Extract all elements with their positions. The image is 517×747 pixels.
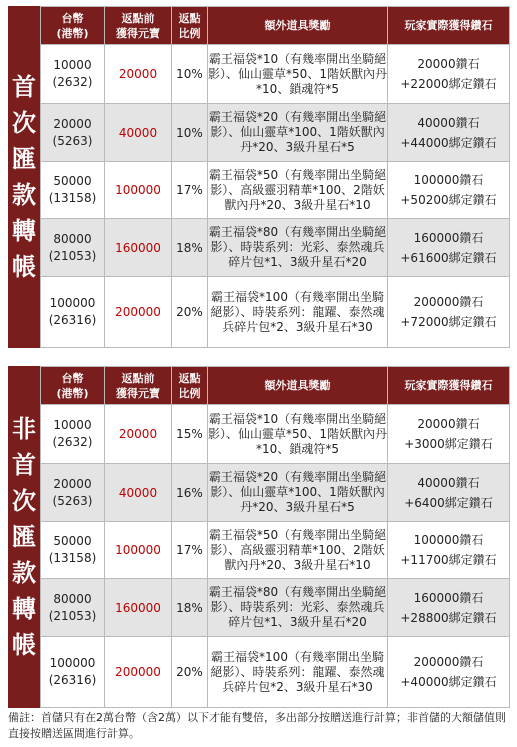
coins-cell: 200000 [105, 637, 172, 708]
diamond-amount: 40000鑽石 [417, 475, 480, 490]
coins-cell: 100000 [105, 162, 172, 219]
rate-cell: 18% [172, 579, 208, 637]
diamond-amount: 100000鑽石 [413, 173, 484, 187]
rate-cell: 10% [172, 104, 208, 162]
bound-diamond-amount: +28800綁定鑽石 [400, 610, 497, 625]
bonus-cell: 霸王福袋*50（有幾率開出坐騎絕影）、高級靈羽精華*100、2階妖獸內丹*20、3級升星石*10 [208, 522, 388, 579]
price-twd: 20000 [53, 476, 92, 491]
rate-cell: 17% [172, 162, 208, 219]
rate-cell: 17% [172, 522, 208, 579]
table-row [41, 277, 510, 348]
table-row [41, 405, 510, 464]
price-hkd: (5263) [52, 493, 93, 508]
diamond-amount: 200000鑽石 [413, 295, 484, 309]
bonus-cell: 霸王福袋*20（有幾率開出坐騎絕影）、仙山靈草*100、1階妖獸內丹*20、3級升星石*5 [208, 464, 388, 522]
table-row [41, 104, 510, 162]
header-bonus: 額外道具獎勵 [208, 367, 388, 405]
rate-cell: 10% [172, 45, 208, 104]
rate-cell: 20% [172, 277, 208, 348]
header-price: 台幣 (港幣) [41, 367, 105, 405]
price-hkd: (2632) [52, 75, 93, 89]
table-body [41, 45, 510, 348]
bound-diamond-amount: +11700綁定鑽石 [400, 553, 497, 567]
coins-cell: 40000 [105, 104, 172, 162]
player-cell [388, 579, 510, 637]
price-hkd: (2632) [52, 435, 93, 449]
header-price: 台幣 (港幣) [41, 7, 105, 45]
price-twd: 20000 [53, 116, 92, 131]
price-hkd: (26316) [48, 313, 97, 327]
header-player-diamonds: 玩家實際獲得鑽石 [388, 7, 510, 45]
table-row [41, 162, 510, 219]
header-bonus: 額外道具獎勵 [208, 7, 388, 45]
diamond-amount: 100000鑽石 [413, 533, 484, 547]
bonus-cell: 霸王福袋*50（有幾率開出坐騎絕影）、高級靈羽精華*100、2階妖獸內丹*20、3級升星石*10 [208, 162, 388, 219]
player-cell [388, 104, 510, 162]
coins-cell: 160000 [105, 219, 172, 277]
bonus-cell: 霸王福袋*100（有幾率開出坐騎絕影）、時裝系列：龍躍、泰然魂兵碎片包*2、3級升星石*30 [208, 637, 388, 708]
bound-diamond-amount: +22000綁定鑽石 [400, 77, 497, 91]
bound-diamond-amount: +61600綁定鑽石 [400, 250, 497, 265]
player-cell [388, 162, 510, 219]
coins-cell: 160000 [105, 579, 172, 637]
bonus-cell: 霸王福袋*100（有幾率開出坐騎絕影）、時裝系列：龍躍、泰然魂兵碎片包*2、3級升星石*30 [208, 277, 388, 348]
diamond-amount: 200000鑽石 [413, 655, 484, 669]
price-cell [41, 579, 105, 637]
price-cell [41, 464, 105, 522]
bonus-cell: 霸王福袋*80（有幾率開出坐騎絕影）、時裝系列：光彩、泰然魂兵碎片包*1、3級升星石*20 [208, 219, 388, 277]
price-cell [41, 522, 105, 579]
table-row [41, 45, 510, 104]
bound-diamond-amount: +40000綁定鑽石 [400, 675, 497, 689]
table-row [41, 219, 510, 277]
player-cell [388, 637, 510, 708]
diamond-amount: 160000鑽石 [413, 590, 484, 605]
first-transfer-section [8, 6, 509, 348]
price-cell [41, 405, 105, 464]
table-header-row [41, 367, 510, 405]
table-row [41, 579, 510, 637]
bonus-cell: 霸王福袋*10（有幾率開出坐騎絕影）、仙山靈草*50、1階妖獸內丹*10、鎖魂符*5 [208, 45, 388, 104]
table-header-row [41, 7, 510, 45]
section-title-text: 首 次 匯 款 轉 帳 [12, 73, 36, 281]
price-cell [41, 277, 105, 348]
player-cell [388, 464, 510, 522]
non-first-transfer-section [8, 366, 509, 708]
table-row [41, 637, 510, 708]
price-cell [41, 162, 105, 219]
bound-diamond-amount: +72000綁定鑽石 [400, 315, 497, 329]
player-cell [388, 219, 510, 277]
bound-diamond-amount: +50200綁定鑽石 [400, 193, 497, 207]
reward-table [40, 366, 510, 708]
price-twd: 10000 [53, 58, 92, 72]
table-body [41, 405, 510, 708]
bonus-cell: 霸王福袋*10（有幾率開出坐騎絕影）、仙山靈草*50、1階妖獸內丹*10、鎖魂符*5 [208, 405, 388, 464]
coins-cell: 20000 [105, 405, 172, 464]
rate-cell: 15% [172, 405, 208, 464]
price-hkd: (5263) [52, 133, 93, 148]
bonus-cell: 霸王福袋*80（有幾率開出坐騎絕影）、時裝系列：光彩、泰然魂兵碎片包*1、3級升星石*20 [208, 579, 388, 637]
header-rate: 返點 比例 [172, 367, 208, 405]
diamond-amount: 160000鑽石 [413, 230, 484, 245]
price-hkd: (21053) [48, 248, 97, 263]
price-twd: 10000 [53, 418, 92, 432]
section-title [8, 6, 40, 348]
rate-cell: 18% [172, 219, 208, 277]
section-title-text: 非 首 次 匯 款 轉 帳 [12, 415, 36, 659]
header-coins: 返點前 獲得元寶 [105, 367, 172, 405]
rate-cell: 20% [172, 637, 208, 708]
bound-diamond-amount: +6400綁定鑽石 [404, 495, 493, 510]
price-twd: 100000 [49, 656, 96, 670]
price-cell [41, 104, 105, 162]
diamond-amount: 20000鑽石 [417, 417, 480, 431]
coins-cell: 20000 [105, 45, 172, 104]
bound-diamond-amount: +44000綁定鑽石 [400, 135, 497, 150]
price-cell [41, 219, 105, 277]
diamond-amount: 20000鑽石 [417, 57, 480, 71]
price-hkd: (26316) [48, 673, 97, 687]
header-rate: 返點 比例 [172, 7, 208, 45]
rate-cell: 16% [172, 464, 208, 522]
header-player-diamonds: 玩家實際獲得鑽石 [388, 367, 510, 405]
header-coins: 返點前 獲得元寶 [105, 7, 172, 45]
bound-diamond-amount: +3000綁定鑽石 [404, 437, 493, 451]
coins-cell: 40000 [105, 464, 172, 522]
price-hkd: (13158) [48, 191, 97, 205]
player-cell [388, 405, 510, 464]
player-cell [388, 277, 510, 348]
price-twd: 80000 [53, 231, 92, 246]
price-twd: 50000 [53, 534, 92, 548]
price-cell [41, 45, 105, 104]
table-row [41, 522, 510, 579]
table-row [41, 464, 510, 522]
price-cell [41, 637, 105, 708]
reward-table [40, 6, 510, 348]
price-twd: 50000 [53, 174, 92, 188]
bonus-cell: 霸王福袋*20（有幾率開出坐騎絕影）、仙山靈草*100、1階妖獸內丹*20、3級升星石*5 [208, 104, 388, 162]
coins-cell: 200000 [105, 277, 172, 348]
price-twd: 80000 [53, 591, 92, 606]
diamond-amount: 40000鑽石 [417, 115, 480, 130]
price-hkd: (21053) [48, 608, 97, 623]
player-cell [388, 45, 510, 104]
coins-cell: 100000 [105, 522, 172, 579]
footnote: 備註：首儲只有在2萬台幣（含2萬）以下才能有雙倍，多出部分按贈送進行計算；非首儲的大額儲值則直接按贈送區間進行計算。 [8, 711, 506, 740]
price-twd: 100000 [49, 296, 96, 310]
price-hkd: (13158) [48, 551, 97, 565]
player-cell [388, 522, 510, 579]
section-title [8, 366, 40, 708]
